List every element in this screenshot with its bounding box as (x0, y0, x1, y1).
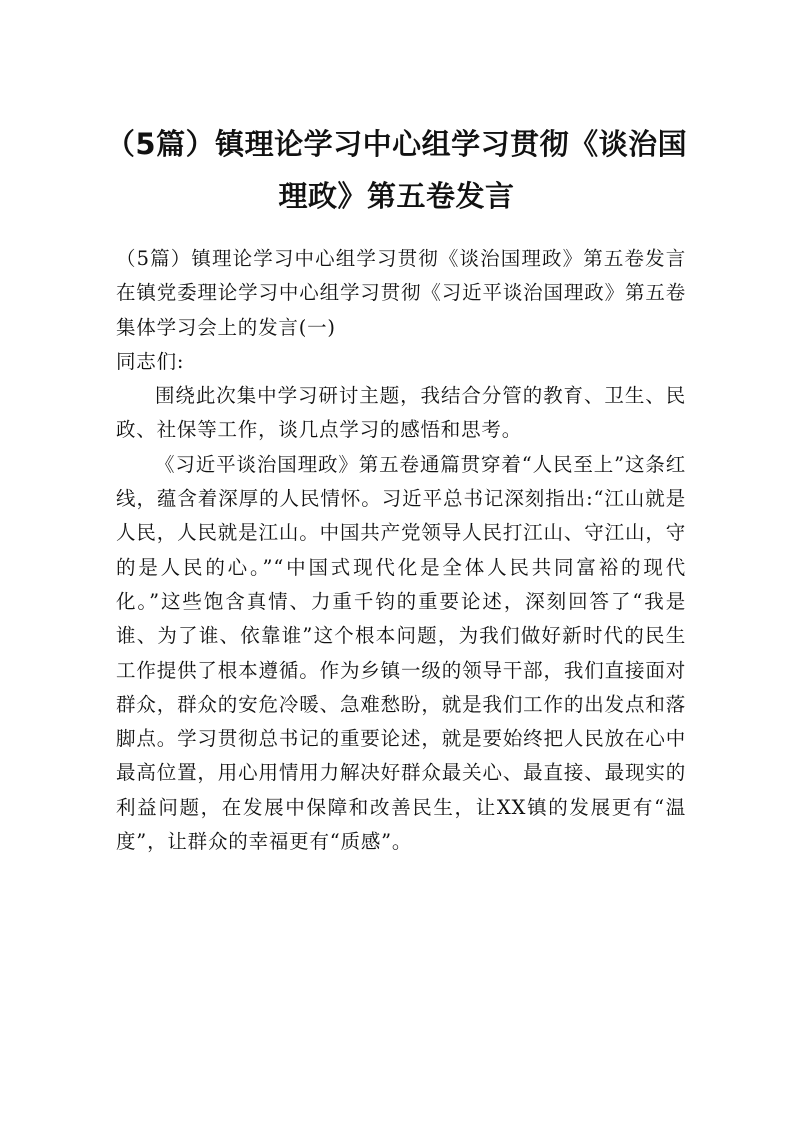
salutation: 同志们: (116, 349, 185, 373)
document-title: （5篇）镇理论学习中心组学习贯彻《谈治国理政》第五卷发言 (105, 127, 688, 213)
body-paragraph-2: 《习近平谈治国理政》第五卷通篇贯穿着“人民至上”这条红线，蕴含着深厚的人民情怀。习近平总书记深刻指出:“江山就是人民，人民就是江山。中国共产党领导人民打江山、守江山，守的是人民的心。”“中国式现代化是全体人民共同富裕的现代化。”这些饱含真情、力重千钧的重要论述，深刻回答了“我是谁、为了谁、依靠谁”这个根本问题，为我们做好新时代的民生工作提供了根本遵循。作为乡镇一级的领导干部，我们直接面对群众，群众的安危冷暖、急难愁盼，就是我们工作的出发点和落脚点。学习贯彻总书记的重要论述，就是要始终把人民放在心中最高位置，用心用情用力解决好群众最关心、最直接、最现实的利益问题，在发展中保障和改善民生，让XX镇的发展更有“温度”，让群众的幸福更有“质感”。 (116, 452, 686, 854)
intro-paragraph: （5篇）镇理论学习中心组学习贯彻《谈治国理政》第五卷发言在镇党委理论学习中心组学习贯彻《习近平谈治国理政》第五卷集体学习会上的发言(一) (116, 247, 686, 339)
document-body (116, 242, 686, 859)
body-paragraph-1: 围绕此次集中学习研讨主题，我结合分管的教育、卫生、民政、社保等工作，谈几点学习的感悟和思考。 (116, 384, 686, 442)
